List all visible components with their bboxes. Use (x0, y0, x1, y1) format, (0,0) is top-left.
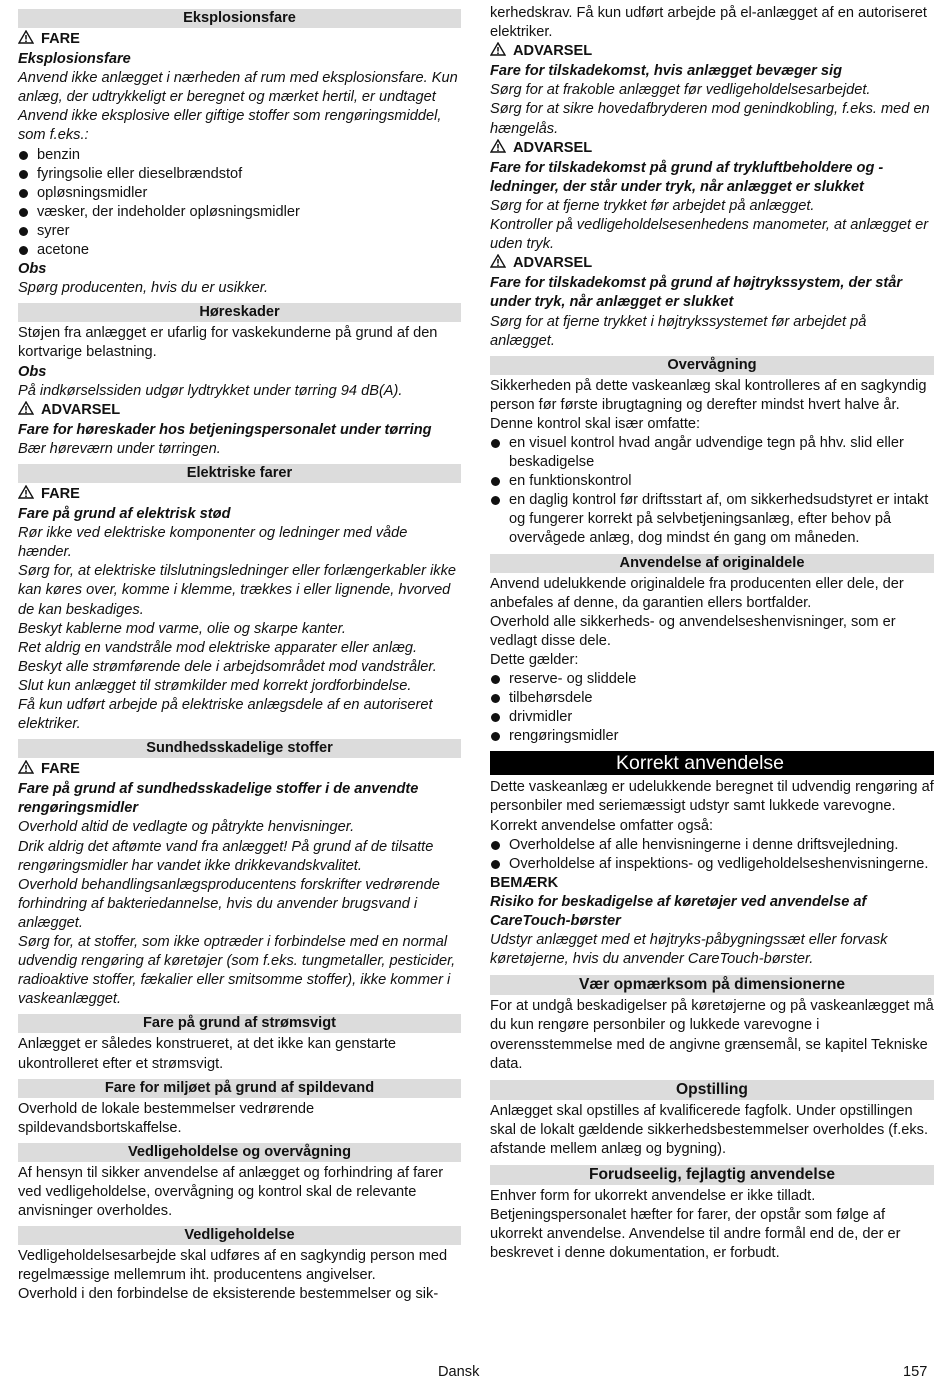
italic-paragraph: Beskyt kablerne mod varme, olie og skarpe kanter. (18, 620, 346, 637)
italic-paragraph: Sørg for, at elektriske tilslutningsledninger eller forlængerkabler ikke kan køres over, komme i klemme, trækkes i eller lignende, hvorved de kan beskadiges. (18, 563, 457, 618)
italic-paragraph: På indkørselssiden udgør lydtrykket under tørring 94 dB(A). (18, 382, 403, 399)
footer-language: Dansk (438, 1364, 480, 1380)
warning-label (490, 254, 934, 274)
warning-triangle-icon (490, 254, 508, 274)
bullet-item: benzin (18, 146, 461, 165)
section-heading: Forudseelig, fejlagtig anvendelse (490, 1165, 934, 1185)
italic-paragraph: Få kun udført arbejde på elektriske anlægsdele af en autoriseret elektriker. (18, 697, 433, 733)
emphasis-heading: Fare for tilskadekomst, hvis anlægget bevæger sig (490, 63, 842, 80)
paragraph: Af hensyn til sikker anvendelse af anlægget og forhindring af farer ved vedligeholdelse, overvågning og kontrol skal de relevante anvisninger overholdes. (18, 1164, 444, 1219)
warning-triangle-icon (18, 30, 36, 50)
italic-paragraph: Rør ikke ved elektriske komponenter og ledninger med våde hænder. (18, 525, 408, 561)
warning-text: FARE (41, 485, 80, 502)
italic-paragraph: Spørg producenten, hvis du er usikker. (18, 280, 269, 297)
section-heading: Fare på grund af strømsvigt (18, 1014, 461, 1033)
section-heading: Vedligeholdelse (18, 1226, 461, 1245)
bullet-item: Overholdelse af inspektions- og vedligeholdelseshenvisningerne. (490, 855, 934, 874)
bullet-item: drivmidler (490, 708, 934, 727)
italic-paragraph: Anvend ikke anlægget i nærheden af rum med eksplosionsfare. Kun anlæg, der udtrykkeligt er beregnet og mærket hertil, er undtaget (18, 70, 458, 106)
bullet-item: syrer (18, 222, 461, 241)
bullet-item: rengøringsmidler (490, 727, 934, 746)
warning-label (490, 139, 934, 159)
page-number: 157 (903, 1364, 928, 1380)
italic-paragraph: Ret aldrig en vandstråle mod elektriske apparater eller anlæg. (18, 639, 418, 656)
warning-triangle-icon (18, 485, 36, 505)
paragraph: Betjeningspersonalet hæfter for farer, der opstår som følge af ukorrekt anvendelse. Anvendelse til andre formål end de, der er beskrevet i denne dokumentation, er forbudt. (490, 1207, 901, 1262)
warning-text: ADVARSEL (513, 43, 593, 60)
paragraph: Overhold i den forbindelse de eksisterende bestemmelser og sik- (18, 1286, 439, 1303)
emphasis-heading: Risiko for beskadigelse af køretøjer ved anvendelse af CareTouch-børster (490, 893, 867, 930)
emphasis-heading: Fare på grund af elektrisk stød (18, 506, 231, 523)
section-heading: Sundhedsskadelige stoffer (18, 739, 461, 758)
italic-paragraph: Sørg for at frakoble anlægget før vedligeholdelsesarbejdet. (490, 82, 871, 99)
emphasis-heading: Obs (18, 261, 47, 278)
right-column (490, 4, 934, 1263)
bullet-item: reserve- og sliddele (490, 670, 934, 689)
italic-paragraph: Sørg for at fjerne trykket før arbejdet på anlægget. (490, 197, 815, 214)
warning-text: ADVARSEL (513, 139, 593, 156)
warning-triangle-icon (18, 760, 36, 780)
emphasis-heading: Eksplosionsfare (18, 51, 131, 68)
italic-paragraph: Kontroller på vedligeholdelsesenhedens manometer, at anlægget er uden tryk. (490, 217, 929, 253)
bullet-item: tilbehørsdele (490, 689, 934, 708)
warning-triangle-icon (490, 42, 508, 62)
bullet-item: opløsningsmidler (18, 184, 461, 203)
paragraph: Anvend udelukkende originaldele fra producenten eller dele, der anbefales af denne, da garantien ellers bortfalder. (490, 575, 904, 611)
section-heading: Overvågning (490, 356, 934, 375)
italic-paragraph: Overhold altid de vedlagte og påtrykte henvisninger. (18, 819, 355, 836)
paragraph: For at undgå beskadigelser på køretøjerne og på vaskeanlægget må du kun rengøre personbiler og lukkede varevogne i overensstemmelse med de angivne grænsemål, se kapitel Tekniske data. (490, 998, 934, 1072)
paragraph: Anlægget er således konstrueret, at det ikke kan genstarte ukontrolleret efter et strømsvigt. (18, 1036, 397, 1072)
warning-label (18, 30, 461, 50)
warning-label (18, 485, 461, 505)
left-column (18, 4, 461, 1304)
paragraph: Korrekt anvendelse omfatter også: (490, 817, 714, 834)
section-heading: Opstilling (490, 1080, 934, 1100)
italic-paragraph: Overhold behandlingsanlægsproducentens forskrifter vedrørende forhindring af bakteriedannelse, hvis du anvender brugsvand i anlægget. (18, 876, 440, 931)
bullet-item: væsker, der indeholder opløsningsmidler (18, 203, 461, 222)
italic-paragraph: Slut kun anlægget til strømkilder med korrekt jordforbindelse. (18, 677, 412, 694)
chapter-heading: Korrekt anvendelse (490, 751, 934, 775)
warning-text: FARE (41, 31, 80, 47)
notice-label: BEMÆRK (490, 874, 559, 891)
emphasis-heading: Fare for tilskadekomst på grund af trykluftbeholdere og -ledninger, der står under tryk, når anlægget er slukket (490, 159, 884, 195)
bullet-item: fyringsolie eller dieselbrændstof (18, 165, 461, 184)
italic-paragraph: Beskyt alle strømførende dele i arbejdsområdet mod vandstråler. (18, 658, 437, 675)
warning-label (18, 760, 461, 780)
section-heading: Høreskader (18, 303, 461, 322)
warning-label (490, 42, 934, 62)
paragraph: Sikkerheden på dette vaskeanlæg skal kontrolleres af en sagkyndig person før første ibrugtagning og derefter mindst hvert halve år. (490, 377, 927, 413)
italic-paragraph: Udstyr anlægget med et højtryks-påbygningssæt eller forvask køretøjerne, hvis du anvender CareTouch-børster. (490, 932, 888, 968)
section-heading: Vær opmærksom på dimensionerne (490, 975, 934, 995)
bullet-item: en daglig kontrol før driftsstart af, om sikkerhedsudstyret er intakt og fungerer korrekt på selvbetjeningsanlæg, efter behov på overvågede anlæg, dog mindst én gang om måneden. (490, 491, 934, 548)
section-heading: Vedligeholdelse og overvågning (18, 1143, 461, 1162)
bullet-item: acetone (18, 241, 461, 260)
bullet-item: Overholdelse af alle henvisningerne i denne driftsvejledning. (490, 836, 934, 855)
italic-paragraph: Sørg for, at stoffer, som ikke optræder i forbindelse med en normal udvendig rengøring af køretøjer (som f.eks. tungmetaller, pesticider, radioaktive stoffer, fækalier eller smitsomme stoffer), ikke kommer i vaskeanlægget. (18, 934, 456, 1008)
section-heading: Eksplosionsfare (18, 9, 461, 28)
italic-paragraph: Anvend ikke eksplosive eller giftige stoffer som rengøringsmiddel, som f.eks.: (18, 108, 442, 144)
section-heading: Fare for miljøet på grund af spildevand (18, 1079, 461, 1098)
warning-text: ADVARSEL (513, 255, 593, 272)
paragraph: Enhver form for ukorrekt anvendelse er ikke tilladt. (490, 1187, 816, 1204)
warning-text: ADVARSEL (41, 401, 121, 418)
warning-text: FARE (41, 761, 80, 778)
warning-label (18, 401, 461, 421)
paragraph: Dette vaskeanlæg er udelukkende beregnet til udvendig rengøring af personbiler med seriemæssigt udstyr samt lukkede varevogne. (490, 779, 934, 815)
paragraph: Støjen fra anlægget er ufarlig for vaskekunderne på grund af den kortvarige belastning. (18, 325, 438, 361)
paragraph: Overhold alle sikkerheds- og anvendelseshenvisninger, som er vedlagt disse dele. (490, 613, 896, 649)
emphasis-heading: Fare for høreskader hos betjeningspersonalet under tørring (18, 421, 432, 438)
paragraph: kerhedskrav. Få kun udført arbejde på el-anlægget af en autoriseret elektriker. (490, 5, 927, 41)
bullet-item: en funktionskontrol (490, 472, 934, 491)
paragraph: Denne kontrol skal især omfatte: (490, 415, 701, 432)
warning-triangle-icon (18, 401, 36, 421)
italic-paragraph: Drik aldrig det aftømte vand fra anlægget! På grund af de tilsatte rengøringsmidler har vandet ikke drikkevandskvalitet. (18, 838, 434, 874)
section-heading: Anvendelse af originaldele (490, 554, 934, 573)
emphasis-heading: Fare på grund af sundhedsskadelige stoffer i de anvendte rengøringsmidler (18, 781, 419, 817)
bullet-item: en visuel kontrol hvad angår udvendige tegn på hhv. slid eller beskadigelse (490, 434, 934, 472)
emphasis-heading: Fare for tilskadekomst på grund af højtrykssystem, der står under tryk, når anlægget er slukket (490, 275, 903, 311)
paragraph: Anlægget skal opstilles af kvalificerede fagfolk. Under opstillingen skal de lokalt gældende sikkerhedsbestemmelser overholdes (f.eks. afstande mellem anlæg og bygning). (490, 1102, 929, 1157)
italic-paragraph: Sørg for at sikre hovedafbryderen mod genindkobling, f.eks. med en hængelås. (490, 101, 930, 137)
paragraph: Overhold de lokale bestemmelser vedrørende spildevandsbortskaffelse. (18, 1100, 315, 1136)
italic-paragraph: Sørg for at fjerne trykket i højtrykssystemet før arbejdet på anlægget. (490, 313, 867, 349)
paragraph: Dette gælder: (490, 651, 579, 668)
emphasis-heading: Obs (18, 363, 47, 380)
paragraph: Vedligeholdelsesarbejde skal udføres af en sagkyndig person med regelmæssige mellemrum iht. producentens angivelser. (18, 1248, 448, 1284)
warning-triangle-icon (490, 139, 508, 159)
italic-paragraph: Bær høreværn under tørringen. (18, 440, 221, 457)
section-heading: Elektriske farer (18, 464, 461, 483)
